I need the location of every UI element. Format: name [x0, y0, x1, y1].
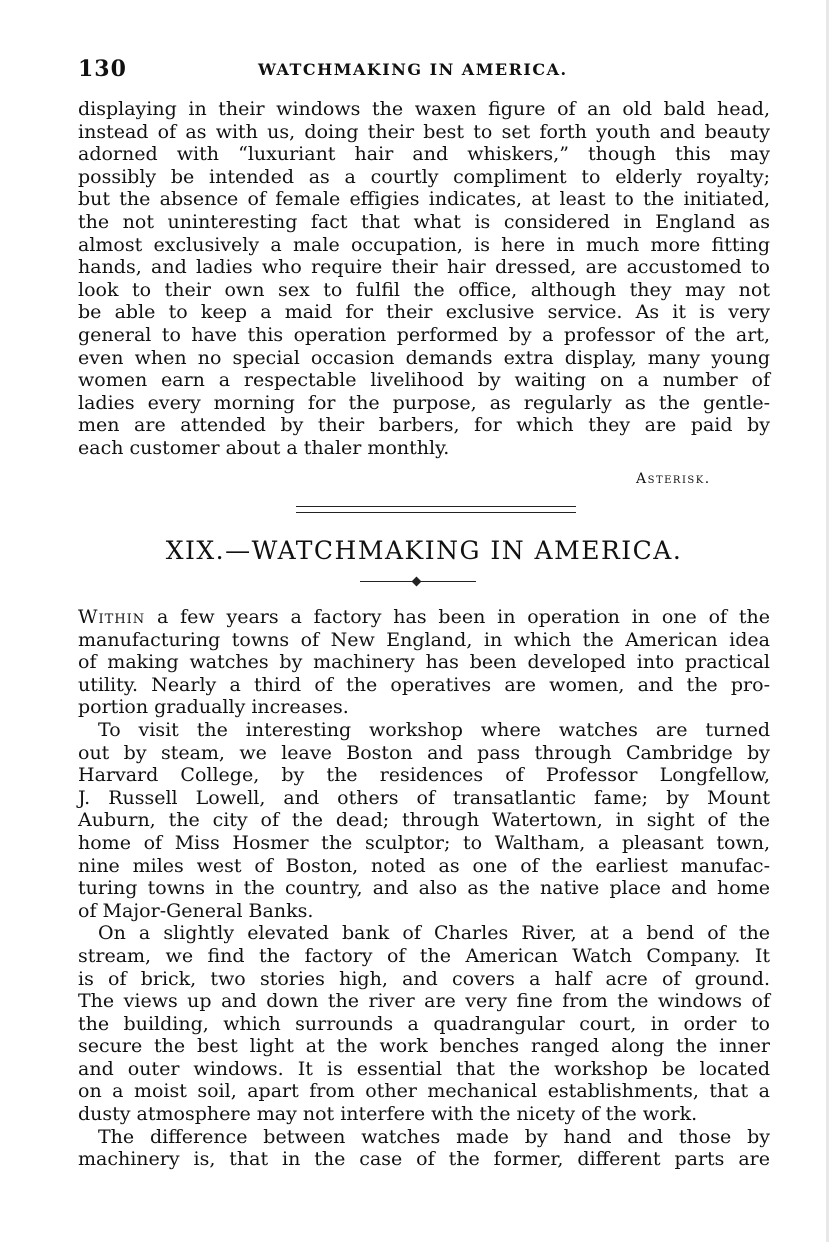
text-line: stream, we find the factory of the American Watch Company. It: [78, 944, 770, 967]
text-line: turing towns in the country, and also as the native place and home: [78, 877, 770, 900]
text-line: instead of as with us, doing their best to set forth youth and beauty: [78, 120, 770, 143]
text-line: Within a few years a factory has been in operation in one of the: [78, 606, 770, 628]
text-line: almost exclusively a male occupation, is here in much more fitting: [78, 233, 770, 256]
text-line: each customer about a thaler monthly.: [78, 436, 450, 459]
text-line: manufacturing towns of New England, in which the American idea: [78, 628, 770, 651]
text-line: of making watches by machinery has been developed into practical: [78, 651, 770, 674]
page-edge: [826, 0, 829, 1242]
text-line: be able to keep a maid for their exclusive service. As it is very: [78, 301, 770, 324]
text-line: is of brick, two stories high, and covers a half acre of ground.: [78, 967, 770, 990]
text-line: The views up and down the river are very fine from the windows of: [78, 990, 770, 1013]
text-line: Harvard College, by the residences of Professor Longfellow,: [78, 764, 770, 787]
text-line: J. Russell Lowell, and others of transatlantic fame; by Mount: [78, 786, 770, 809]
text-line: the building, which surrounds a quadrangular court, in order to: [78, 1012, 770, 1035]
text-line: Auburn, the city of the dead; through Watertown, in sight of the: [78, 809, 770, 832]
text-line: portion gradually increases.: [78, 696, 349, 719]
text-line: machinery is, that in the case of the former, different parts are: [78, 1148, 770, 1171]
running-head: WATCHMAKING IN AMERICA.: [258, 60, 568, 79]
text-line: The difference between watches made by hand and those by: [98, 1125, 770, 1148]
text-line: home of Miss Hosmer the sculptor; to Waltham, a pleasant town,: [78, 831, 770, 854]
text-line: utility. Nearly a third of the operatives are women, and the pro-: [78, 673, 770, 696]
chapter-title: XIX.—WATCHMAKING IN AMERICA.: [165, 536, 683, 565]
text-line: dusty atmosphere may not interfere with the nicety of the work.: [78, 1103, 698, 1126]
text-line: secure the best light at the work benches ranged along the inner: [78, 1035, 770, 1058]
page-header: [78, 56, 768, 86]
ornament-divider: [360, 578, 476, 586]
text-line: the not uninteresting fact that what is considered in England as: [78, 210, 770, 233]
text-line: but the absence of female effigies indicates, at least to the initiated,: [78, 188, 770, 211]
text-line: out by steam, we leave Boston and pass through Cambridge by: [78, 741, 770, 764]
text-line: ladies every morning for the purpose, as regularly as the gentle-: [78, 391, 770, 414]
text-line: To visit the interesting workshop where watches are turned: [98, 718, 770, 741]
text-line: on a moist soil, apart from other mechanical establishments, that a: [78, 1080, 770, 1103]
text-line: On a slightly elevated bank of Charles River, at a bend of the: [98, 922, 770, 945]
text-line: men are attended by their barbers, for which they are paid by: [78, 414, 770, 437]
text-line: nine miles west of Boston, noted as one of the earliest manufac-: [78, 854, 770, 877]
ornament-diamond-icon: [412, 577, 422, 587]
text-line: displaying in their windows the waxen figure of an old bald head,: [78, 98, 770, 120]
page-number: 130: [78, 56, 127, 82]
text-line: adorned with “luxuriant hair and whiskers,” though this may: [78, 143, 770, 166]
article-text: [78, 606, 770, 1171]
text-line: hands, and ladies who require their hair dressed, are accustomed to: [78, 256, 770, 279]
text-line: of Major-General Banks.: [78, 899, 314, 922]
drop-word: Within: [78, 606, 146, 628]
previous-article-text: [78, 98, 770, 460]
author-signature: Asterisk.: [636, 471, 711, 487]
text-line: look to their own sex to fulfil the office, although they may not: [78, 278, 770, 301]
section-divider: [296, 506, 576, 513]
text-line: possibly be intended as a courtly compliment to elderly royalty;: [78, 165, 770, 188]
text-line: women earn a respectable livelihood by waiting on a number of: [78, 369, 770, 392]
text-line: general to have this operation performed by a professor of the art,: [78, 323, 770, 346]
text-line: and outer windows. It is essential that the workshop be located: [78, 1057, 770, 1080]
text-line: even when no special occasion demands extra display, many young: [78, 346, 770, 369]
